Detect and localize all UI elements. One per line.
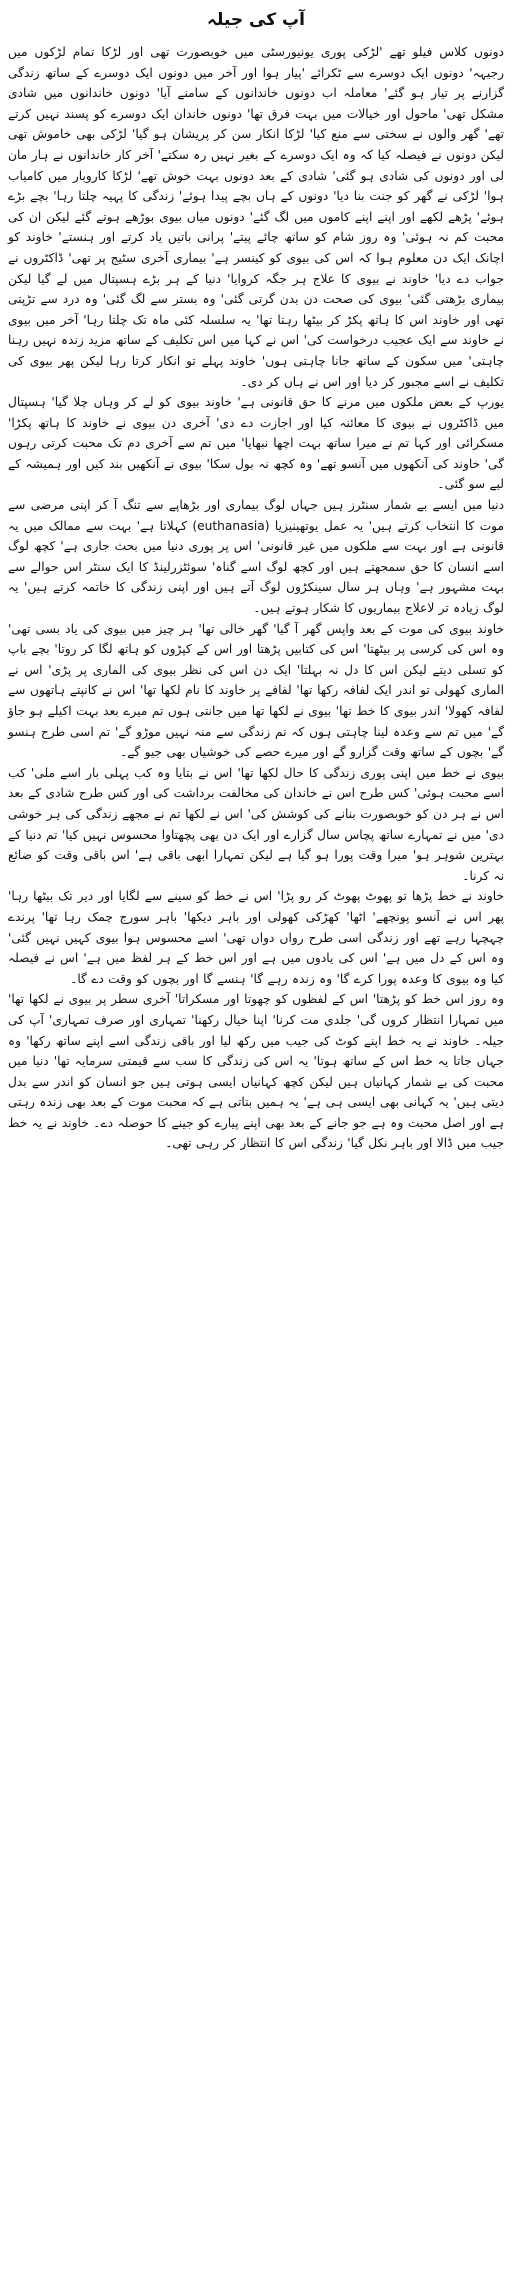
article-title: آپ کی جیلہ [207, 10, 305, 30]
article-paragraph: یورپ کے بعض ملکوں میں مرنے کا حق قانونی ہے' خاوند بیوی کو لے کر وہاں چلا گیا' ہسپتال میں ڈاکٹروں نے بیوی کا معائنہ کیا اور اجازت دے دی' آخری دن بیوی نے خاوند کا ہاتھ پکڑا' مسکرائی اور کہا تم نے میرا ساتھ بہت اچھا نبھایا' میں تم سے آخری دم تک محبت کرتی رہوں گی' خاوند کی آنکھوں میں آنسو تھے' وہ کچھ نہ بول سکا' بیوی نے آنکھیں بند کیں اور ہمیشہ کے لیے سو گئی۔ [8, 395, 504, 492]
article-paragraph: بیوی نے خط میں اپنی پوری زندگی کا حال لکھا تھا' اس نے بتایا وہ کب پہلی بار اسے ملی' کب اسے محبت ہوئی' کس طرح اس نے خاندان کی مخالفت برداشت کی اور کس طرح شادی کے بعد اس نے ہر دن کو خوبصورت بنانے کی کوشش کی' اس نے لکھا تم نے مجھے زندگی کی ہر خوشی دی' میں نے تمہارے ساتھ پچاس سال گزارے اور ایک دن بھی پچھتاوا محسوس نہیں کیا' تم دنیا کے بہترین شوہر ہو' میرا وقت پورا ہو گیا ہے لیکن تمہارا ابھی باقی ہے' اس باقی وقت کو ضائع نہ کرنا۔ [8, 765, 504, 883]
article-paragraph: دنیا میں ایسے بے شمار سنٹرز ہیں جہاں لوگ بیماری اور بڑھاپے سے تنگ آ کر اپنی مرضی سے موت کا انتخاب کرتے ہیں' یہ عمل یوتھینیزیا (euthanasia) کہلاتا ہے' بہت سے ممالک میں یہ قانونی ہے اور بہت سے ملکوں میں غیر قانونی' اس پر پوری دنیا میں بحث جاری ہے' کچھ لوگ اسے انسان کا حق سمجھتے ہیں اور کچھ لوگ اسے گناہ' سوئٹزرلینڈ کا ایک سنٹر اس حوالے سے بہت مشہور ہے' وہاں ہر سال سینکڑوں لوگ آتے ہیں اور اپنی زندگی کا خاتمہ کرتے ہیں' یہ لوگ زیادہ تر لاعلاج بیماریوں کا شکار ہوتے ہیں۔ [8, 498, 505, 616]
article-paragraph: وہ روز اس خط کو پڑھتا' اس کے لفظوں کو چھوتا اور مسکراتا' آخری سطر پر بیوی نے لکھا تھا' میں تمہارا انتظار کروں گی' جلدی مت کرنا' اپنا خیال رکھنا' تمہاری اور صرف تمہاری' آپ کی جیلہ۔ خاوند نے یہ خط اپنے کوٹ کی جیب میں رکھ لیا اور باقی زندگی اسے اپنے ساتھ رکھا' وہ جہاں جاتا یہ خط اس کے ساتھ ہوتا' یہ اس کی زندگی کا سب سے قیمتی سرمایہ تھا' دنیا میں محبت کی بے شمار کہانیاں ہیں لیکن کچھ کہانیاں ایسی ہوتی ہیں جو انسان کو اندر سے بدل دیتی ہیں' یہ کہانی بھی ایسی ہی ہے' یہ ہمیں بتاتی ہے کہ محبت موت کے بعد بھی زندہ رہتی ہے اور اصل محبت وہ ہے جو جانے کے بعد بھی اپنے پیارے کو جینے کا حوصلہ دے۔ خاوند نے یہ خط جیب میں ڈالا اور باہر نکل گیا' زندگی اس کا انتظار کر رہی تھی۔ [8, 992, 504, 1151]
article-paragraph: دونوں کلاس فیلو تھے 'لڑکی پوری یونیورسٹی میں خوبصورت تھی اور لڑکا تمام لڑکوں میں رجیہہ' دونوں ایک دوسرے سے ٹکرائے 'پیار ہوا اور آخر میں دونوں ایک دوسرے کے ساتھ زندگی گزارنے پر تیار ہو گئے' معاملہ اب دونوں خاندانوں کے سامنے آیا' دونوں خاندانوں میں شادی مشکل تھی' ماحول اور خیالات میں بہت فرق تھا' دونوں خاندان ایک دوسرے کو پسند نہیں کرتے تھے' گھر والوں نے سختی سے منع کیا' لڑکا انکار سن کر پریشان ہو گیا' لڑکی بھی خاموش تھی لیکن دونوں نے فیصلہ کیا کہ وہ ایک دوسرے کے بغیر نہیں رہ سکتے' آخر کار خاندانوں نے ہار مان لی اور دونوں کی شادی ہو گئی' شادی کے بعد دونوں بہت خوش تھے' لڑکا کاروبار میں کامیاب ہوا' لڑکی نے گھر کو جنت بنا دیا' دونوں کے ہاں بچے پیدا ہوئے' زندگی کا پہیہ چلتا رہا' بچے بڑے ہوئے' پڑھے لکھے اور اپنے اپنے کاموں میں لگ گئے' دونوں میاں بیوی بوڑھے ہوتے گئے لیکن ان کی محبت کم نہ ہوئی' وہ روز شام کو ساتھ چائے پیتے' پرانی باتیں یاد کرتے اور ہنستے' خاوند کو اچانک ایک دن معلوم ہوا کہ اس کی بیوی کو کینسر ہے' بیماری آخری سٹیج پر تھی' ڈاکٹروں نے جواب دے دیا' خاوند نے بیوی کا علاج ہر جگہ کروایا' دنیا کے ہر بڑے ہسپتال میں لے گیا لیکن بیماری بڑھتی گئی' بیوی کی صحت دن بدن گرتی گئی' وہ بستر سے لگ گئی' وہ درد سے تڑپتی تھی اور خاوند اس کا ہاتھ پکڑ کر بیٹھا رہتا تھا' یہ سلسلہ کئی ماہ تک چلتا رہا' آخر میں بیوی نے خاوند سے ایک عجیب درخواست کی' اس نے کہا میں اس تکلیف کے ساتھ مزید زندہ نہیں رہنا چاہتی' میں سکون کے ساتھ جانا چاہتی ہوں' خاوند پہلے تو انکار کرتا رہا لیکن پھر بیوی کی تکلیف نے اسے مجبور کر دیا اور اس نے ہاں کر دی۔ [8, 45, 504, 389]
article-paragraph: خاوند بیوی کی موت کے بعد واپس گھر آ گیا' گھر خالی تھا' ہر چیز میں بیوی کی یاد بسی تھی' وہ اس کی کرسی پر بیٹھتا' اس کی کتابیں پڑھتا اور اس کے کپڑوں کو ہاتھ لگا کر روتا' بچے باپ کو تسلی دیتے لیکن اس کا دل نہ بہلتا' ایک دن اس کی نظر بیوی کی الماری پر پڑی' اس نے الماری کھولی تو اندر ایک لفافہ رکھا تھا' لفافے پر خاوند کا نام لکھا تھا' اس نے کانپتے ہاتھوں سے لفافہ کھولا' اندر بیوی کا خط تھا' بیوی نے لکھا تھا میں جانتی ہوں تم میرے بعد بہت اکیلے ہو جاؤ گے' میں تم سے وعدہ لینا چاہتی ہوں کہ تم زندگی سے منہ نہیں موڑو گے' تم اسی طرح ہنسو گے' بچوں کے ساتھ وقت گزارو گے اور میرے حصے کی خوشیاں بھی جیو گے۔ [8, 621, 504, 760]
article-paragraph: خاوند نے خط پڑھا تو پھوٹ پھوٹ کر رو پڑا' اس نے خط کو سینے سے لگایا اور دیر تک بیٹھا رہا' پھر اس نے آنسو پونچھے' اٹھا' کھڑکی کھولی اور باہر دیکھا' باہر سورج چمک رہا تھا' پرندے چہچہا رہے تھے اور زندگی اسی طرح رواں دواں تھی' اسے محسوس ہوا بیوی کہیں نہیں گئی' وہ اس کے دل میں ہے' اس کی یادوں میں ہے اور اس خط کے ہر لفظ میں ہے' اس نے فیصلہ کیا وہ بیوی کا وعدہ پورا کرے گا' وہ زندہ رہے گا' ہنسے گا اور بچوں کو وقت دے گا۔ [8, 889, 504, 986]
